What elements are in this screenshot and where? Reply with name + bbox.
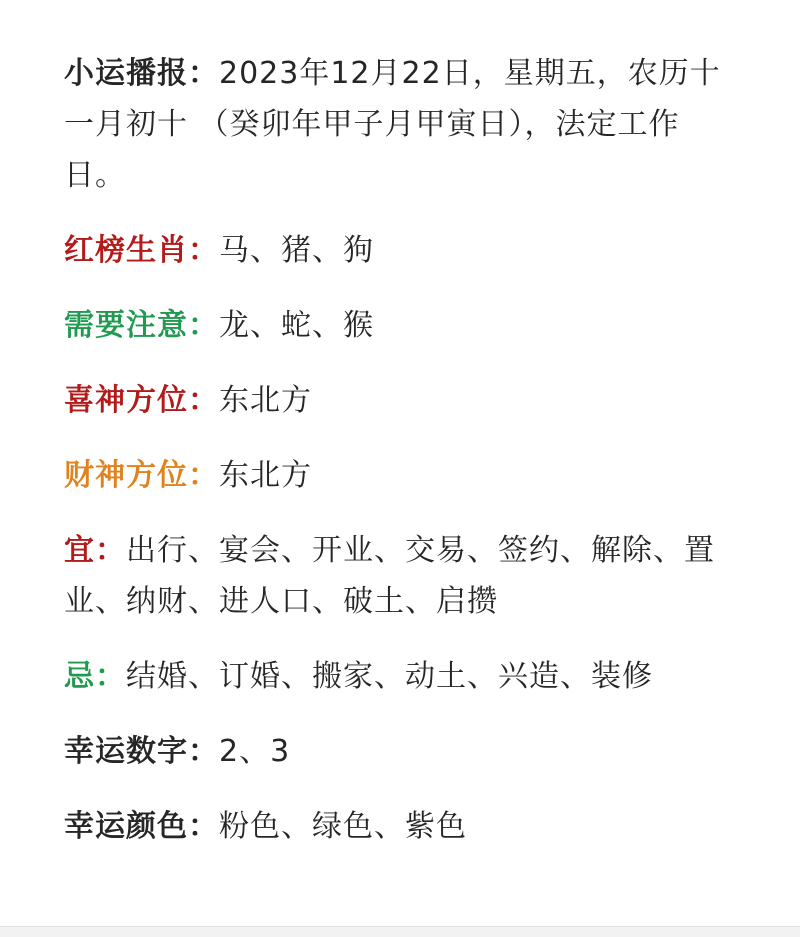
lucky-colors-label: 幸运颜色： (64, 809, 219, 844)
avoid-activities-label: 忌： (64, 659, 126, 694)
caution-zodiac (64, 300, 740, 351)
joy-god-direction (64, 375, 740, 426)
almanac-content (64, 48, 740, 876)
daily-report (64, 48, 740, 201)
wealth-god-direction (64, 450, 740, 501)
wealth-god-direction-value: 东北方 (219, 458, 312, 493)
lucky-colors (64, 801, 740, 852)
caution-zodiac-label: 需要注意： (64, 308, 219, 343)
joy-god-direction-value: 东北方 (219, 383, 312, 418)
avoid-activities (64, 651, 740, 702)
lucky-colors-value: 粉色、绿色、紫色 (219, 809, 467, 844)
daily-report-label: 小运播报： (64, 56, 219, 91)
suitable-activities-label: 宜： (64, 533, 126, 568)
joy-god-direction-label: 喜神方位： (64, 383, 219, 418)
bottom-divider (0, 926, 800, 937)
suitable-activities (64, 525, 740, 627)
lucky-zodiac (64, 225, 740, 276)
lucky-zodiac-value: 马、猪、狗 (219, 233, 374, 268)
lucky-numbers-label: 幸运数字： (64, 734, 219, 769)
wealth-god-direction-label: 财神方位： (64, 458, 219, 493)
suitable-activities-value: 出行、宴会、开业、交易、签约、解除、置业、纳财、进人口、破土、启攒 (64, 533, 715, 619)
lucky-numbers (64, 726, 740, 777)
lucky-numbers-value: 2、3 (219, 734, 291, 769)
caution-zodiac-value: 龙、蛇、猴 (219, 308, 374, 343)
avoid-activities-value: 结婚、订婚、搬家、动土、兴造、装修 (126, 659, 653, 694)
lucky-zodiac-label: 红榜生肖： (64, 233, 219, 268)
daily-report-value: 2023年12月22日，星期五，农历十一月初十 （癸卯年甲子月甲寅日），法定工作日。 (64, 56, 721, 193)
